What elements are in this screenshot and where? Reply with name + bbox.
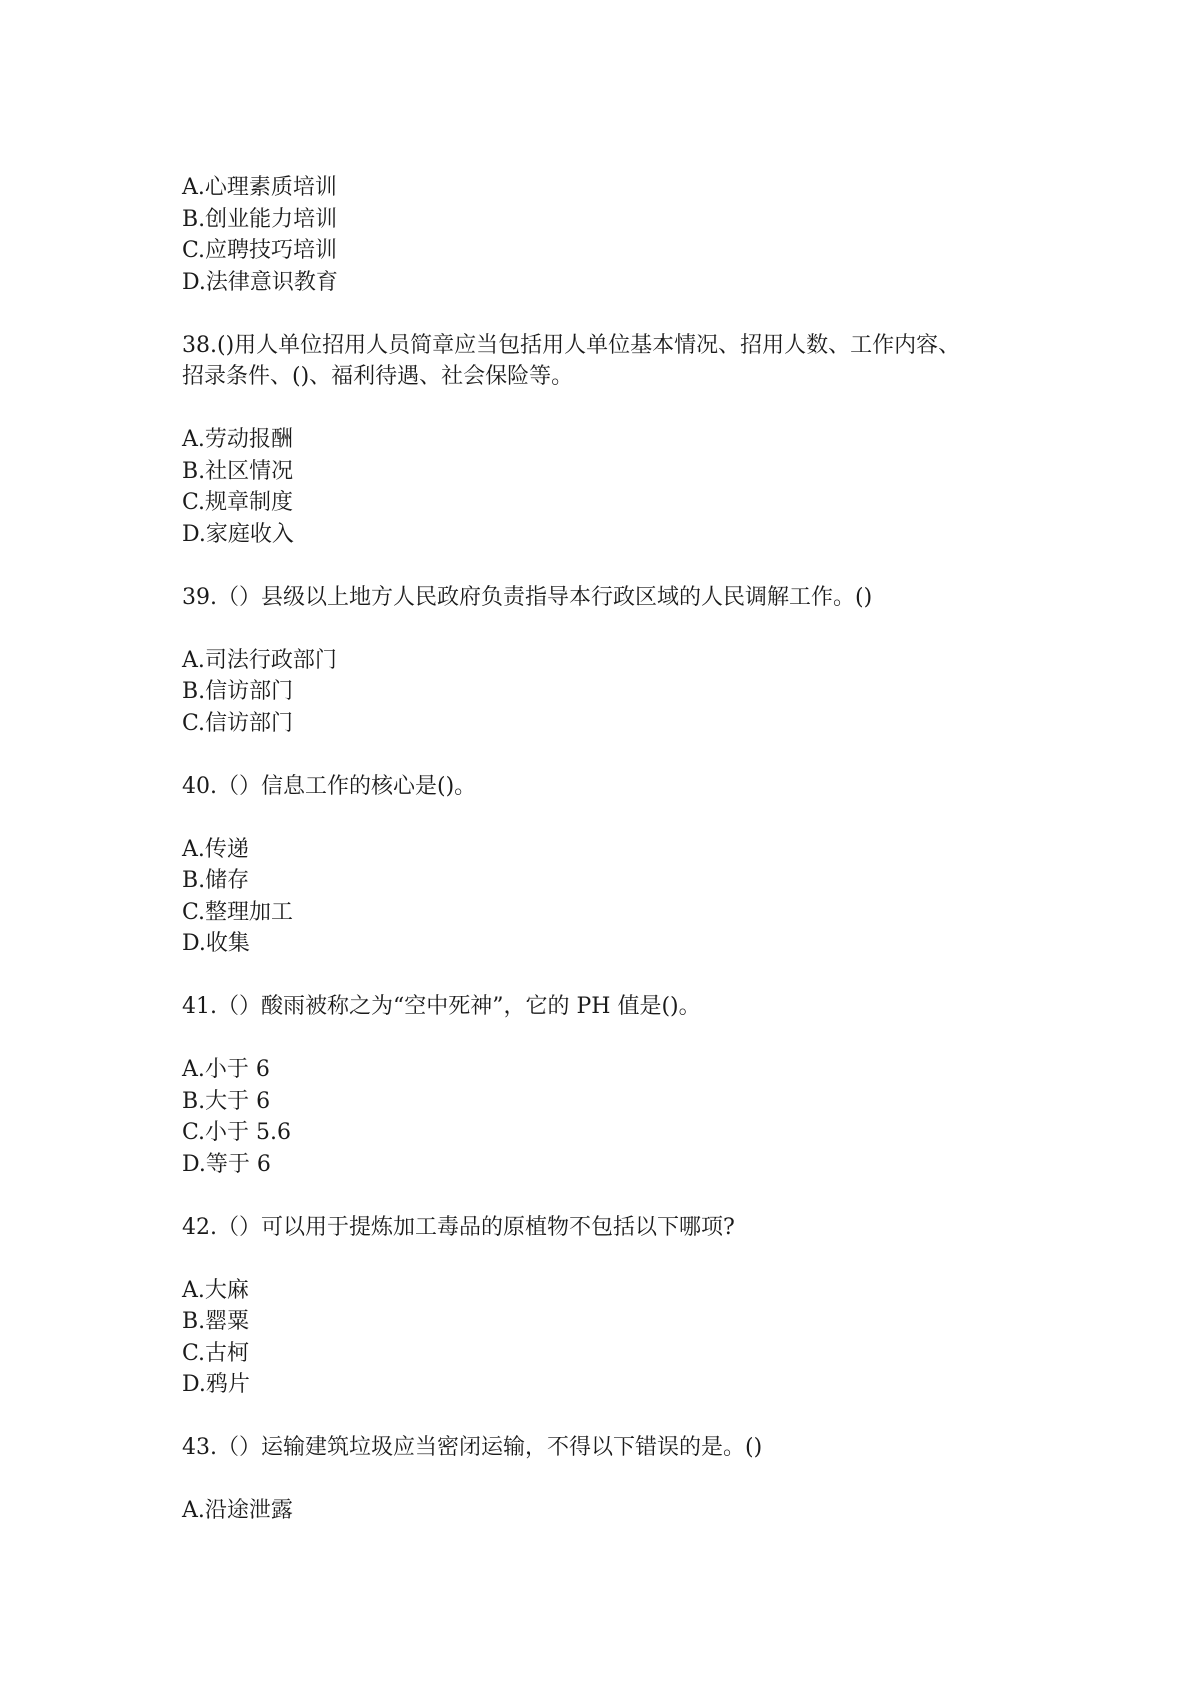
option-a: A.沿途泄露 bbox=[182, 1498, 293, 1523]
option-a: A.劳动报酬 bbox=[182, 427, 293, 452]
option-a: A.传递 bbox=[182, 836, 249, 862]
question-42 bbox=[182, 1212, 1042, 1401]
spacer bbox=[182, 1180, 1042, 1212]
spacer bbox=[182, 802, 1042, 834]
option-a: A.心理素质培训 bbox=[182, 175, 337, 200]
option-b: B.信访部门 bbox=[182, 679, 294, 704]
spacer bbox=[182, 613, 1042, 645]
option-d: D.鸦片 bbox=[182, 1372, 250, 1397]
option-b: B.储存 bbox=[182, 868, 250, 893]
option-a: A.大麻 bbox=[182, 1277, 249, 1303]
option-b: B.大于 6 bbox=[182, 1088, 271, 1114]
spacer bbox=[182, 739, 1042, 771]
option-c: C.整理加工 bbox=[182, 899, 294, 925]
question-38 bbox=[182, 330, 1042, 551]
question-text: 38.()用人单位招用人员简章应当包括用人单位基本情况、招用人数、工作内容、 bbox=[182, 332, 961, 358]
question-43 bbox=[182, 1432, 1042, 1527]
option-c: C.信访部门 bbox=[182, 710, 294, 736]
exam-page bbox=[182, 172, 1042, 1527]
option-a: A.小于 6 bbox=[182, 1057, 270, 1082]
spacer bbox=[182, 1243, 1042, 1275]
question-41 bbox=[182, 991, 1042, 1180]
spacer bbox=[182, 1401, 1042, 1433]
spacer bbox=[182, 1464, 1042, 1496]
spacer bbox=[182, 960, 1042, 992]
question-text: 43.（）运输建筑垃圾应当密闭运输，不得以下错误的是。() bbox=[182, 1435, 763, 1460]
option-c: C.古柯 bbox=[182, 1340, 250, 1366]
option-c: C.应聘技巧培训 bbox=[182, 238, 338, 263]
option-d: D.收集 bbox=[182, 931, 250, 956]
question-39 bbox=[182, 582, 1042, 740]
option-list bbox=[182, 172, 1042, 298]
question-text: 42.（）可以用于提炼加工毒品的原植物不包括以下哪项? bbox=[182, 1214, 735, 1240]
option-c: C.规章制度 bbox=[182, 490, 294, 515]
question-text: 41.（）酸雨被称之为“空中死神”，它的 PH 值是()。 bbox=[182, 994, 701, 1019]
spacer bbox=[182, 298, 1042, 330]
spacer bbox=[182, 1023, 1042, 1055]
option-b: B.创业能力培训 bbox=[182, 206, 338, 232]
question-text: 40.（）信息工作的核心是()。 bbox=[182, 773, 477, 799]
option-a: A.司法行政部门 bbox=[182, 647, 337, 673]
option-d: D.家庭收入 bbox=[182, 521, 294, 547]
option-c: C.小于 5.6 bbox=[182, 1120, 292, 1145]
question-text: 招录条件、()、福利待遇、社会保险等。 bbox=[182, 364, 574, 389]
option-d: D.法律意识教育 bbox=[182, 269, 338, 295]
question-40 bbox=[182, 771, 1042, 960]
question-text: 39.（）县级以上地方人民政府负责指导本行政区域的人民调解工作。() bbox=[182, 584, 873, 610]
option-b: B.罂粟 bbox=[182, 1309, 250, 1334]
spacer bbox=[182, 550, 1042, 582]
spacer bbox=[182, 393, 1042, 425]
option-d: D.等于 6 bbox=[182, 1151, 271, 1177]
option-b: B.社区情况 bbox=[182, 458, 294, 484]
